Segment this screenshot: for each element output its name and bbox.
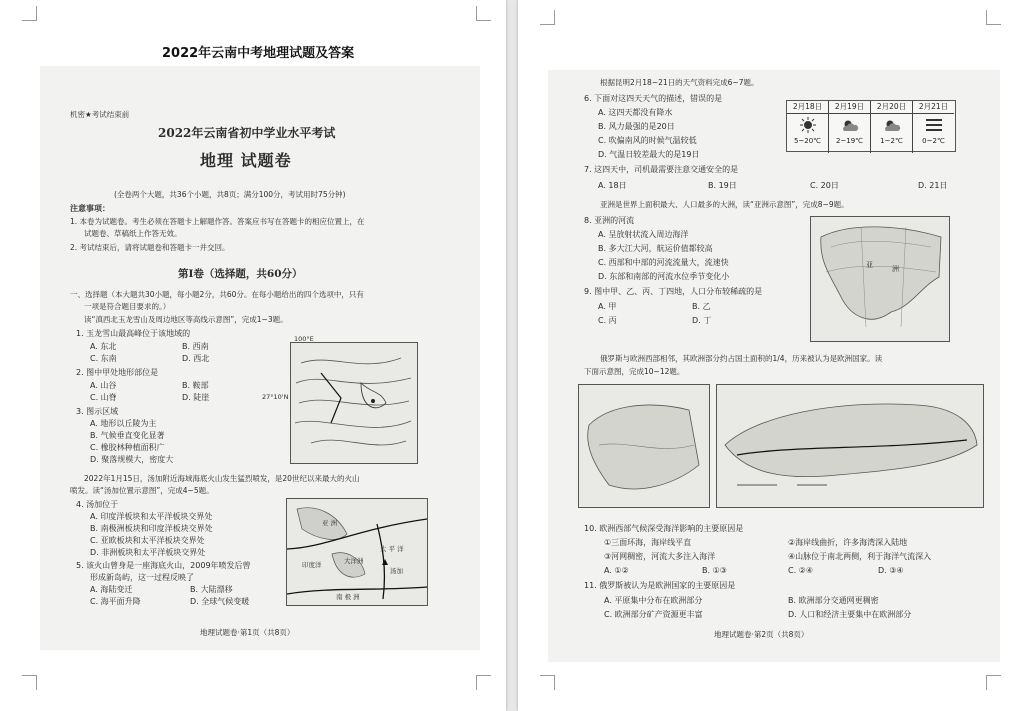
q9-option-c: C. 丙 (598, 316, 617, 325)
question-1: 1. 玉龙雪山最高峰位于该地域的 (76, 329, 191, 338)
q5-option-c: C. 海平面升降 (90, 597, 141, 606)
page-2 (518, 0, 1024, 711)
weather-temp-20: 1~2℃ (880, 137, 903, 145)
question-11: 11. 俄罗斯被认为是欧洲国家的主要原因是 (584, 581, 736, 590)
q10-option-d: D. ③④ (878, 566, 904, 575)
q2-option-d: D. 陡崖 (182, 393, 210, 402)
q6-option-a: A. 这四天都没有降水 (598, 108, 673, 117)
q5-option-a: A. 海陆变迁 (90, 585, 133, 594)
weather-day-18: 2月18日 (787, 101, 828, 114)
q11-option-c: C. 欧洲部分矿产资源更丰富 (604, 610, 703, 619)
q7-option-b: B. 19日 (708, 181, 737, 190)
subject-title: 地理 试题卷 (200, 151, 292, 170)
q11-option-a: A. 平原集中分布在欧洲部分 (604, 596, 703, 605)
crop-mark (986, 675, 1001, 690)
partly-cloudy-icon (840, 116, 860, 134)
europe-map (578, 384, 710, 508)
asia-map-label-2: 洲 (892, 265, 899, 273)
q10-statement-3: ③河网稠密，河流大多注入海洋 (604, 552, 716, 561)
crop-mark (22, 6, 37, 21)
asia-map-graphic (811, 217, 949, 341)
map1-latitude: 27°10'N (262, 393, 289, 401)
weather-day-20: 2月20日 (871, 101, 912, 114)
map2-asia: 亚 洲 (322, 519, 338, 527)
sunny-icon (798, 116, 818, 134)
map1-longitude: 100°E (294, 335, 314, 343)
weather-temp-19: 2~19℃ (835, 137, 864, 145)
contour-map-graphic (291, 343, 417, 463)
q1-option-d: D. 西北 (182, 354, 210, 363)
russia-map-graphic (717, 385, 983, 507)
q9-option-b: B. 乙 (692, 302, 711, 311)
map2-tonga: 汤加 (390, 567, 403, 575)
q9-option-d: D. 丁 (692, 316, 712, 325)
q3-option-c: C. 橡胶林种植面积广 (90, 443, 165, 452)
q6-option-d: D. 气温日较差最大的是19日 (598, 150, 700, 159)
q5-option-d: D. 全球气候变暖 (190, 597, 250, 606)
question-6: 6. 下面对这四天天气的描述，错误的是 (584, 94, 723, 103)
question-10: 10. 欧洲西部气候深受海洋影响的主要原因是 (584, 524, 744, 533)
tonga-map-graphic (287, 499, 427, 605)
intro-russia-b: 下面示意图，完成10~12题。 (584, 367, 685, 376)
map2-antarctica: 南 极 洲 (336, 593, 360, 601)
question-3: 3. 图示区域 (76, 407, 119, 416)
asia-map (810, 216, 950, 342)
crop-mark (540, 675, 555, 690)
notice-1a: 1. 本卷为试题卷。考生必须在答题卡上解题作答。答案应书写在答题卡的相应位置上，在 (70, 217, 365, 226)
exam-title: 2022年云南省初中学业水平考试 (158, 126, 336, 140)
q8-option-c: C. 西部和中部的河流流量大，流速快 (598, 258, 729, 267)
question-4: 4. 汤加位于 (76, 500, 119, 509)
q7-option-d: D. 21日 (918, 181, 948, 190)
intro-2b: 喷发。读“汤加位置示意图”，完成4~5题。 (70, 486, 214, 495)
contour-map (290, 342, 418, 464)
notice-title: 注意事项： (70, 204, 110, 213)
fog-icon (924, 116, 944, 134)
section-1b: 一项是符合题目要求的。） (84, 302, 171, 311)
question-9: 9. 图中甲、乙、丙、丁四地，人口分布较稀疏的是 (584, 287, 763, 296)
intro-weather: 根据昆明2月18~21日的天气资料完成6~7题。 (600, 78, 759, 87)
intro-1: 读“滇西北玉龙雪山及周边地区等高线示意图”，完成1~3题。 (84, 315, 288, 324)
map2-australia: 大洋洲 (344, 557, 364, 565)
part-title: 第Ⅰ卷（选择题，共60分） (178, 268, 303, 280)
page-1-footer: 地理试题卷·第1页（共8页） (200, 628, 295, 637)
europe-map-graphic (579, 385, 709, 507)
scanned-page-1 (40, 66, 480, 650)
crop-mark (986, 10, 1001, 25)
q3-option-b: B. 气候垂直变化显著 (90, 431, 165, 440)
question-7: 7. 这四天中，司机最需要注意交通安全的是 (584, 165, 739, 174)
page-2-footer: 地理试题卷·第2页（共8页） (714, 630, 809, 639)
exam-info: (全卷两个大题，共36个小题，共8页；满分100分，考试用时75分钟) (114, 190, 346, 199)
q8-option-b: B. 多大江大河，航运价值都较高 (598, 244, 713, 253)
russia-map (716, 384, 984, 508)
partly-cloudy-icon (882, 116, 902, 134)
crop-mark (22, 675, 37, 690)
document-title: 2022年云南中考地理试题及答案 (162, 46, 355, 61)
q10-option-a: A. ①② (604, 566, 629, 575)
q4-option-c: C. 亚欧板块和太平洋板块交界处 (90, 536, 205, 545)
map2-pacific: 太 平 洋 (380, 545, 404, 553)
q10-option-b: B. ①③ (702, 566, 727, 575)
q4-option-b: B. 南极洲板块和印度洋板块交界处 (90, 524, 213, 533)
crop-mark (540, 10, 555, 25)
notice-1b: 试题卷、草稿纸上作答无效。 (84, 229, 182, 238)
tonga-map (286, 498, 428, 606)
q3-option-a: A. 地形以丘陵为主 (90, 419, 157, 428)
weather-day-21: 2月21日 (913, 101, 954, 114)
intro-russia-a: 俄罗斯与欧洲西部相邻，其欧洲部分约占国土面积的1/4，历来被认为是欧洲国家。读 (600, 354, 883, 363)
q11-option-d: D. 人口和经济主要集中在欧洲部分 (788, 610, 912, 619)
q1-option-c: C. 东南 (90, 354, 117, 363)
crop-mark (476, 675, 491, 690)
asia-map-label: 亚 (866, 261, 873, 269)
q2-option-a: A. 山谷 (90, 381, 117, 390)
weather-day-19: 2月19日 (829, 101, 870, 114)
q8-option-a: A. 呈放射状流入周边海洋 (598, 230, 689, 239)
question-2: 2. 图中甲处地形部位是 (76, 368, 159, 377)
q4-option-a: A. 印度洋板块和太平洋板块交界处 (90, 512, 213, 521)
q2-option-b: B. 鞍部 (182, 381, 209, 390)
crop-mark (476, 6, 491, 21)
weather-temp-18: 5~20℃ (793, 137, 822, 145)
q4-option-d: D. 非洲板块和太平洋板块交界处 (90, 548, 206, 557)
section-1a: 一、选择题（本大题共30小题，每小题2分，共60分。在每小题给出的四个选项中，只有 (70, 290, 364, 299)
q3-option-d: D. 聚落规模大，密度大 (90, 455, 174, 464)
weather-temp-21: 0~2℃ (922, 137, 945, 145)
question-8: 8. 亚洲的河流 (584, 216, 635, 225)
question-5a: 5. 该火山曾身是一座海底火山，2009年喷发后曾 (76, 561, 251, 570)
q6-option-b: B. 风力最强的是20日 (598, 122, 675, 131)
q7-option-c: C. 20日 (810, 181, 839, 190)
q10-statement-4: ④山脉位于南北两侧，利于海洋气流深入 (788, 552, 932, 561)
map2-indian: 印度洋 (302, 561, 322, 569)
q9-option-a: A. 甲 (598, 302, 617, 311)
intro-asia: 亚洲是世界上面积最大、人口最多的大洲，读“亚洲示意图”，完成8~9题。 (600, 200, 849, 209)
q5-option-b: B. 大陆漂移 (190, 585, 233, 594)
page-1 (0, 0, 506, 711)
scanned-page-2 (548, 70, 1000, 662)
q10-statement-1: ①三面环海，海岸线平直 (604, 538, 692, 547)
q11-option-b: B. 欧洲部分交通网更稠密 (788, 596, 879, 605)
intro-2a: 2022年1月15日，汤加附近海域海底火山发生猛烈喷发，是20世纪以来最大的火山 (84, 474, 360, 483)
secret-label: 机密★考试结束前 (70, 110, 130, 119)
q10-option-c: C. ②④ (788, 566, 814, 575)
q10-statement-2: ②海岸线曲折，许多海湾深入陆地 (788, 538, 908, 547)
q8-option-d: D. 东部和南部的河流水位季节变化小 (598, 272, 730, 281)
weather-table (786, 100, 956, 152)
q1-option-a: A. 东北 (90, 342, 117, 351)
notice-2: 2. 考试结束后，请将试题卷和答题卡一并交回。 (70, 243, 230, 252)
q2-option-c: C. 山脊 (90, 393, 117, 402)
q1-option-b: B. 西南 (182, 342, 209, 351)
q6-option-c: C. 吹偏南风的时候气温较低 (598, 136, 697, 145)
question-5b: 形成新岛屿，这一过程反映了 (90, 573, 194, 582)
q7-option-a: A. 18日 (598, 181, 627, 190)
